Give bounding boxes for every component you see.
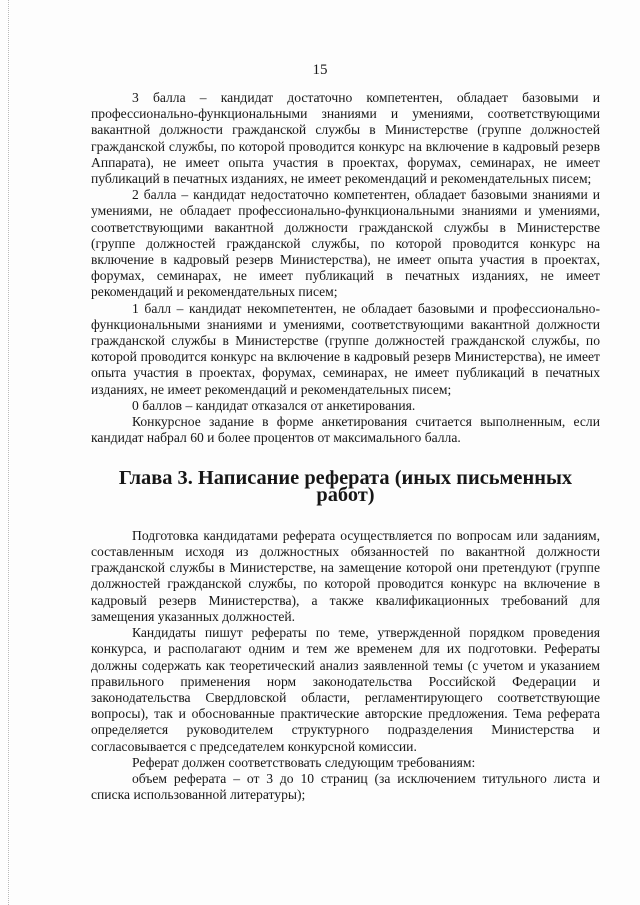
paragraph-score-3: 3 балла – кандидат достаточно компетентен, обладает базовыми и профессионально-функциональными знаниями и умениями, соответствующими вакантной должности гражданской службы в Министерстве (группе должностей гражданской службы, по которой проводится конкурс на включение в кадровый резерв Аппарата), не имеет опыта участия в проектах, форумах, семинарах, не имеет публикаций в печатных изданиях, не имеет рекомендаций и рекомендательных писем;: [91, 90, 600, 187]
paragraph-score-2: 2 балла – кандидат недостаточно компетентен, обладает базовыми знаниями и умениями, не обладает профессионально-функциональными знаниями и умениями, соответствующими вакантной должности гражданской службы в Министерстве (группе должностей гражданской службы, по которой проводится конкурс на включение в кадровый резерв Министерства), не имеет опыта участия в проектах, форумах, семинарах, не имеет публикаций в печатных изданиях, не имеет рекомендаций и рекомендательных писем;: [91, 187, 600, 300]
chapter-heading: Глава 3. Написание реферата (иных письменных работ): [118, 467, 573, 506]
page-number: 15: [312, 62, 328, 78]
paragraph-essay-requirements: Реферат должен соответствовать следующим требованиям:: [132, 754, 476, 770]
paragraph-completion-rule: Конкурсное задание в форме анкетирования считается выполненным, если кандидат набрал 60 и более процентов от максимального балла.: [91, 414, 600, 446]
document-body: [91, 90, 600, 803]
paragraph-essay-volume: объем реферата – от 3 до 10 страниц (за исключением титульного листа и списка использованной литературы);: [91, 770, 600, 803]
paragraph-score-0: 0 баллов – кандидат отказался от анкетирования.: [132, 397, 416, 413]
binding-edge: [8, 0, 11, 905]
paragraph-essay-preparation: Подготовка кандидатами реферата осуществляется по вопросам или заданиям, составленным исходя из должностных обязанностей по вакантной должности гражданской службы в Министерстве, на замещение которой они претендуют (группе должностей гражданской службы, по которой проводится конкурс на включение в кадровый резерв Министерства), а также квалификационных требований для замещения указанных должностей.: [91, 527, 600, 624]
paragraph-essay-topic: Кандидаты пишут рефераты по теме, утвержденной порядком проведения конкурса, и располагают одним и тем же временем для их подготовки. Рефераты должны содержать как теоретический анализ заявленной темы (с учетом и указанием правильного применения норм законодательства Российской Федерации и законодательства Свердловской области, регламентирующего соответствующие вопросы), так и обоснованные практические авторские предложения. Тема реферата определяется руководителем структурного подразделения Министерства и согласовывается с председателем конкурсной комиссии.: [91, 625, 600, 754]
paragraph-score-1: 1 балл – кандидат некомпетентен, не обладает базовыми и профессионально-функциональными знаниями и умениями, соответствующими вакантной должности гражданской службы в Министерстве (группе должностей гражданской службы, по которой проводится конкурс на включение в кадровый резерв Министерства), не имеет опыта участия в проектах, форумах, семинарах, не имеет публикаций в печатных изданиях, не имеет рекомендаций и рекомендательных писем;: [91, 300, 600, 397]
